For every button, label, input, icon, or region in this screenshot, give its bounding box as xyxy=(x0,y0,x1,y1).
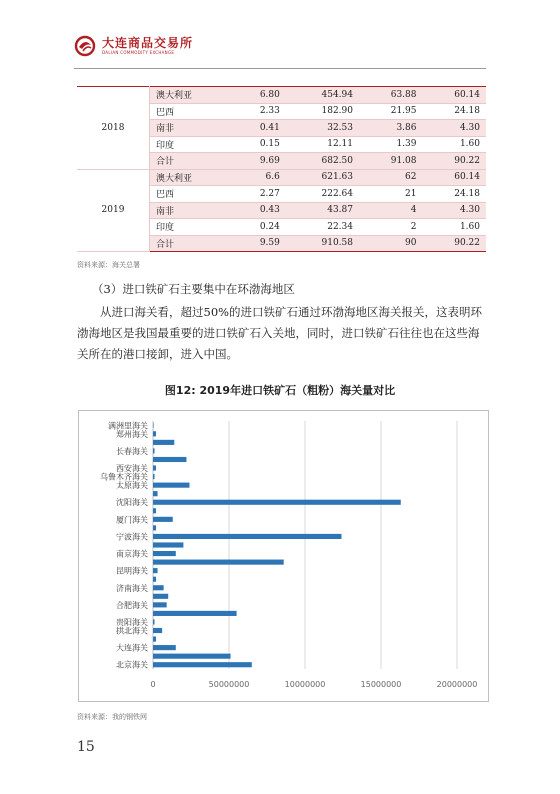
customs-volume-chart xyxy=(78,410,489,702)
bar xyxy=(153,594,168,599)
bar xyxy=(153,542,183,547)
table-source: 资料来源：海关总署 xyxy=(77,261,140,269)
value-cell: 22.34 xyxy=(286,219,359,236)
logo-english-name: DALIAN COMMODITY EXCHANGE xyxy=(102,50,175,55)
category-label: 合肥海关 xyxy=(116,600,148,610)
value-cell: 9.69 xyxy=(232,153,286,170)
country-cell: 印度 xyxy=(150,136,233,153)
bar xyxy=(153,448,155,453)
bar xyxy=(153,517,173,522)
x-tick-label: 15000000 xyxy=(360,680,402,689)
category-label: 沈阳海关 xyxy=(116,498,148,508)
bar xyxy=(153,654,231,659)
table-row xyxy=(77,87,486,104)
bar xyxy=(153,577,156,582)
body-paragraph: 从进口海关看，超过50%的进口铁矿石通过环渤海地区海关报关，这表明环渤海地区是我国最重要的进口铁矿石入关地，同时，进口铁矿石往往也在这些海关所在的港口接卸，进入中国。 xyxy=(77,305,483,361)
value-cell: 32.53 xyxy=(286,120,359,137)
value-cell: 2.27 xyxy=(232,186,286,203)
x-tick-label: 50000000 xyxy=(208,680,250,689)
category-label: 西安海关 xyxy=(116,464,148,474)
country-cell: 合计 xyxy=(150,153,233,170)
bar-chart xyxy=(79,411,488,701)
category-label: 满洲里海关 xyxy=(108,421,148,431)
bar xyxy=(153,662,252,667)
value-cell: 0.15 xyxy=(232,136,286,153)
bar xyxy=(153,619,155,624)
value-cell: 222.64 xyxy=(286,186,359,203)
bar xyxy=(153,534,341,539)
sub-heading: （3）进口铁矿石主要集中在环渤海地区 xyxy=(92,282,295,296)
bar xyxy=(153,440,174,445)
bar xyxy=(153,491,158,496)
country-cell: 澳大利亚 xyxy=(150,87,233,104)
bar xyxy=(153,431,156,436)
category-label: 贵阳海关 xyxy=(116,617,148,627)
value-cell: 12.11 xyxy=(286,136,359,153)
value-cell: 3.86 xyxy=(359,120,422,137)
value-cell: 90 xyxy=(359,235,422,252)
category-label: 厦门海关 xyxy=(116,515,148,525)
country-cell: 巴西 xyxy=(150,186,233,203)
value-cell: 6.6 xyxy=(232,169,286,186)
bar xyxy=(153,474,155,479)
value-cell: 21.95 xyxy=(359,103,422,120)
value-cell: 60.14 xyxy=(422,169,486,186)
country-cell: 南非 xyxy=(150,120,233,137)
value-cell: 91.08 xyxy=(359,153,422,170)
value-cell: 21 xyxy=(359,186,422,203)
value-cell: 2 xyxy=(359,219,422,236)
value-cell: 4 xyxy=(359,202,422,219)
bar xyxy=(153,611,237,616)
country-cell: 澳大利亚 xyxy=(150,169,233,186)
header xyxy=(74,34,193,58)
value-cell: 9.59 xyxy=(232,235,286,252)
logo-text xyxy=(102,37,193,55)
bar xyxy=(153,423,154,428)
bar xyxy=(153,602,167,607)
x-tick-label: 0 xyxy=(150,680,156,689)
value-cell: 43.87 xyxy=(286,202,359,219)
category-label: 大连海关 xyxy=(116,643,148,653)
logo-name: 大连商品交易所 xyxy=(102,36,194,50)
bar xyxy=(153,585,164,590)
country-cell: 南非 xyxy=(150,202,233,219)
value-cell: 0.41 xyxy=(232,120,286,137)
figure-title: 图12: 2019年进口铁矿石（粗粉）海关量对比 xyxy=(164,384,396,397)
value-cell: 62 xyxy=(359,169,422,186)
category-label: 乌鲁木齐海关 xyxy=(100,472,148,482)
table-row xyxy=(77,169,486,186)
year-cell: 2019 xyxy=(77,169,150,252)
category-label: 拱北海关 xyxy=(116,626,148,636)
iron-ore-import-table xyxy=(77,86,486,252)
category-label: 昆明海关 xyxy=(116,566,148,576)
bar xyxy=(153,525,156,530)
country-cell: 巴西 xyxy=(150,103,233,120)
value-cell: 1.60 xyxy=(422,219,486,236)
category-label: 宁波海关 xyxy=(116,532,148,542)
value-cell: 182.90 xyxy=(286,103,359,120)
value-cell: 90.22 xyxy=(422,153,486,170)
bar xyxy=(153,628,162,633)
bar xyxy=(153,645,176,650)
value-cell: 90.22 xyxy=(422,235,486,252)
value-cell: 0.24 xyxy=(232,219,286,236)
value-cell: 24.18 xyxy=(422,186,486,203)
bar xyxy=(153,500,401,505)
value-cell: 621.63 xyxy=(286,169,359,186)
bar xyxy=(153,508,156,513)
value-cell: 1.39 xyxy=(359,136,422,153)
category-label: 北京海关 xyxy=(116,660,148,670)
value-cell: 454.94 xyxy=(286,87,359,104)
value-cell: 682.50 xyxy=(286,153,359,170)
value-cell: 2.33 xyxy=(232,103,286,120)
dce-logo-icon xyxy=(74,35,96,57)
header-divider xyxy=(74,68,486,69)
country-cell: 印度 xyxy=(150,219,233,236)
category-label: 长春海关 xyxy=(116,446,148,456)
value-cell: 4.30 xyxy=(422,120,486,137)
chart-source: 资料来源：我的钢铁网 xyxy=(77,713,147,721)
page-number: 15 xyxy=(77,739,95,755)
year-cell: 2018 xyxy=(77,87,150,170)
value-cell: 910.58 xyxy=(286,235,359,252)
bar xyxy=(153,465,156,470)
bar xyxy=(153,637,156,642)
category-label: 太原海关 xyxy=(116,481,148,491)
bar xyxy=(153,568,158,573)
value-cell: 4.30 xyxy=(422,202,486,219)
category-label: 南京海关 xyxy=(116,549,148,559)
category-label: 济南海关 xyxy=(116,583,148,593)
value-cell: 1.60 xyxy=(422,136,486,153)
value-cell: 6.80 xyxy=(232,87,286,104)
value-cell: 24.18 xyxy=(422,103,486,120)
value-cell: 0.43 xyxy=(232,202,286,219)
bar xyxy=(153,551,176,556)
x-tick-label: 20000000 xyxy=(436,680,478,689)
bar xyxy=(153,560,284,565)
bar xyxy=(153,483,189,488)
x-tick-label: 10000000 xyxy=(284,680,326,689)
category-label: 郑州海关 xyxy=(116,429,148,439)
country-cell: 合计 xyxy=(150,235,233,252)
bar xyxy=(153,457,186,462)
value-cell: 60.14 xyxy=(422,87,486,104)
value-cell: 63.88 xyxy=(359,87,422,104)
